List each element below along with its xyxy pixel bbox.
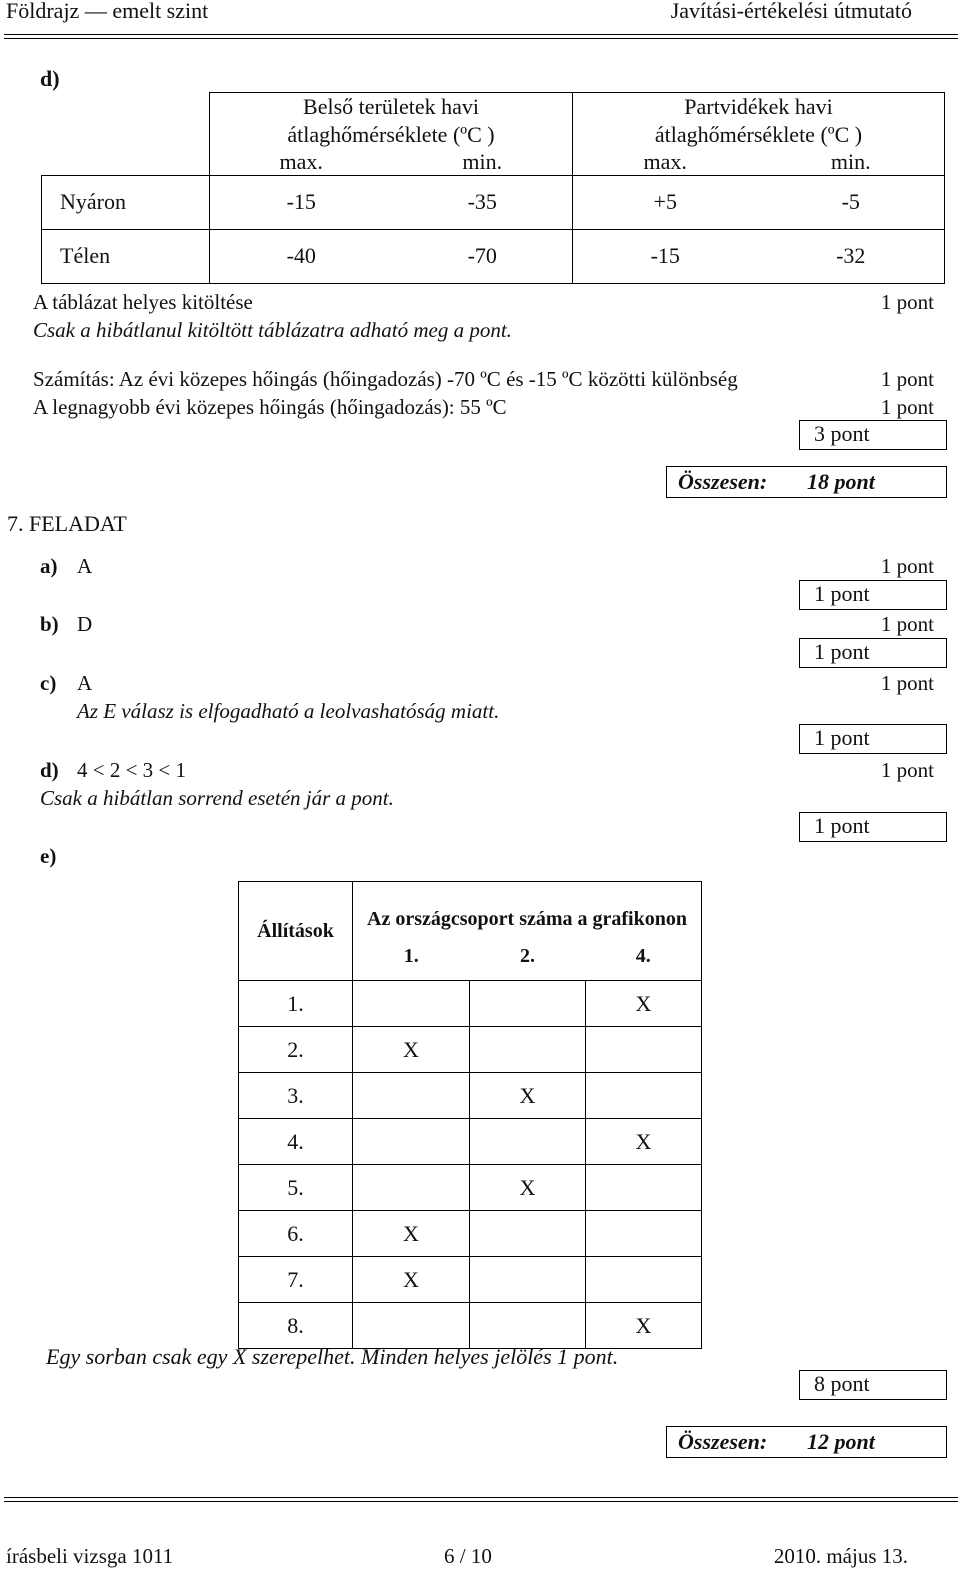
table-cell: -15 bbox=[573, 229, 758, 283]
points: 1 pont bbox=[880, 554, 934, 578]
mark-cell bbox=[586, 1211, 702, 1257]
statement-number: 5. bbox=[239, 1165, 353, 1211]
item-a-label: a) bbox=[40, 554, 58, 578]
statement-number: 2. bbox=[239, 1027, 353, 1073]
subtotal-box: 8 pont bbox=[799, 1370, 947, 1400]
row-label-summer: Nyáron bbox=[42, 175, 210, 229]
mark-cell: X bbox=[353, 1257, 470, 1303]
footer-left: írásbeli vizsga 1011 bbox=[6, 1544, 174, 1568]
scoring-line: A legnagyobb évi közepes hőingás (hőingadozás): 55 ºC bbox=[33, 395, 507, 419]
total-box bbox=[666, 466, 947, 498]
points: 1 pont bbox=[880, 367, 934, 391]
total-label: Összesen: bbox=[678, 1429, 768, 1454]
mark-cell bbox=[470, 1027, 586, 1073]
statements-table bbox=[238, 881, 702, 1349]
table-cell: -35 bbox=[393, 175, 573, 229]
item-b-label: b) bbox=[40, 612, 59, 636]
points: 1 pont bbox=[880, 612, 934, 636]
mark-cell: X bbox=[586, 981, 702, 1027]
group-col-2: 2. bbox=[470, 932, 586, 981]
points: 1 pont bbox=[880, 395, 934, 419]
score-box: 1 pont bbox=[799, 580, 947, 610]
mark-cell bbox=[353, 1303, 470, 1349]
mark-cell: X bbox=[470, 1073, 586, 1119]
mark-cell bbox=[353, 1073, 470, 1119]
mark-cell bbox=[353, 1165, 470, 1211]
item-a-answer: A bbox=[77, 554, 93, 578]
task-title: 7. FELADAT bbox=[7, 511, 127, 536]
mark-cell: X bbox=[353, 1211, 470, 1257]
score-box: 1 pont bbox=[799, 638, 947, 668]
mark-cell bbox=[586, 1073, 702, 1119]
scoring-line: A táblázat helyes kitöltése bbox=[33, 290, 253, 314]
item-e-note: Egy sorban csak egy X szerepelhet. Minden helyes jelölés 1 pont. bbox=[46, 1344, 619, 1369]
mark-cell: X bbox=[586, 1119, 702, 1165]
table-cell: -40 bbox=[210, 229, 393, 283]
points: 1 pont bbox=[880, 671, 934, 695]
item-d-label: d) bbox=[40, 758, 59, 782]
statement-number: 1. bbox=[239, 981, 353, 1027]
mark-cell: X bbox=[470, 1165, 586, 1211]
score-box: 1 pont bbox=[799, 724, 947, 754]
footer-rule bbox=[4, 1497, 958, 1502]
subheader-max: max. bbox=[573, 149, 758, 176]
points: 1 pont bbox=[880, 290, 934, 314]
mark-cell bbox=[470, 1119, 586, 1165]
statement-number: 3. bbox=[239, 1073, 353, 1119]
coastal-header-l1: Partvidékek havi bbox=[573, 93, 945, 122]
header-left: Földrajz — emelt szint bbox=[6, 0, 209, 23]
inland-header-l2: átlaghőmérséklete (ºC ) bbox=[210, 122, 573, 149]
mark-cell bbox=[353, 1119, 470, 1165]
mark-cell bbox=[586, 1165, 702, 1211]
item-e-label: e) bbox=[40, 844, 57, 868]
temperature-table bbox=[41, 92, 945, 284]
scoring-line: Számítás: Az évi közepes hőingás (hőingadozás) -70 ºC és -15 ºC közötti különbség bbox=[33, 367, 738, 391]
item-c-note: Az E válasz is elfogadható a leolvashatóság miatt. bbox=[77, 699, 500, 723]
row-label-winter: Télen bbox=[42, 229, 210, 283]
group-col-1: 1. bbox=[353, 932, 470, 981]
mark-cell bbox=[470, 1211, 586, 1257]
total-box bbox=[666, 1426, 947, 1458]
item-c-label: c) bbox=[40, 671, 57, 695]
table-cell: -5 bbox=[758, 175, 945, 229]
total-value: 12 pont bbox=[807, 1429, 875, 1454]
statement-number: 7. bbox=[239, 1257, 353, 1303]
item-d-note: Csak a hibátlan sorrend esetén jár a pont. bbox=[40, 786, 394, 810]
groups-header: Az országcsoport száma a grafikonon bbox=[353, 882, 702, 932]
total-value: 18 pont bbox=[807, 469, 875, 494]
statement-number: 8. bbox=[239, 1303, 353, 1349]
inland-header-l1: Belső területek havi bbox=[210, 93, 573, 122]
subheader-min: min. bbox=[393, 149, 573, 176]
subheader-min: min. bbox=[758, 149, 945, 176]
mark-cell bbox=[470, 1303, 586, 1349]
mark-cell bbox=[586, 1257, 702, 1303]
scoring-note: Csak a hibátlanul kitöltött táblázatra adható meg a pont. bbox=[33, 318, 512, 342]
footer-right: 2010. május 13. bbox=[773, 1544, 908, 1568]
coastal-header-l2: átlaghőmérséklete (ºC ) bbox=[573, 122, 945, 149]
mark-cell bbox=[586, 1027, 702, 1073]
mark-cell: X bbox=[586, 1303, 702, 1349]
mark-cell bbox=[470, 981, 586, 1027]
statements-header: Állítások bbox=[239, 882, 353, 981]
score-box: 1 pont bbox=[799, 812, 947, 842]
mark-cell bbox=[353, 981, 470, 1027]
statement-number: 6. bbox=[239, 1211, 353, 1257]
subheader-max: max. bbox=[210, 149, 393, 176]
total-label: Összesen: bbox=[678, 469, 768, 494]
item-c-answer: A bbox=[77, 671, 93, 695]
statement-number: 4. bbox=[239, 1119, 353, 1165]
subtotal-box: 3 pont bbox=[799, 420, 947, 450]
table-cell: +5 bbox=[573, 175, 758, 229]
table-cell: -32 bbox=[758, 229, 945, 283]
group-col-4: 4. bbox=[586, 932, 702, 981]
mark-cell bbox=[470, 1257, 586, 1303]
section-d-label: d) bbox=[40, 66, 60, 91]
table-cell: -70 bbox=[393, 229, 573, 283]
header-rule bbox=[4, 34, 958, 39]
item-d-answer: 4 < 2 < 3 < 1 bbox=[77, 758, 187, 782]
points: 1 pont bbox=[880, 758, 934, 782]
footer-page: 6 / 10 bbox=[444, 1544, 492, 1568]
item-b-answer: D bbox=[77, 612, 93, 636]
header-right: Javítási-értékelési útmutató bbox=[670, 0, 912, 23]
table-cell: -15 bbox=[210, 175, 393, 229]
mark-cell: X bbox=[353, 1027, 470, 1073]
